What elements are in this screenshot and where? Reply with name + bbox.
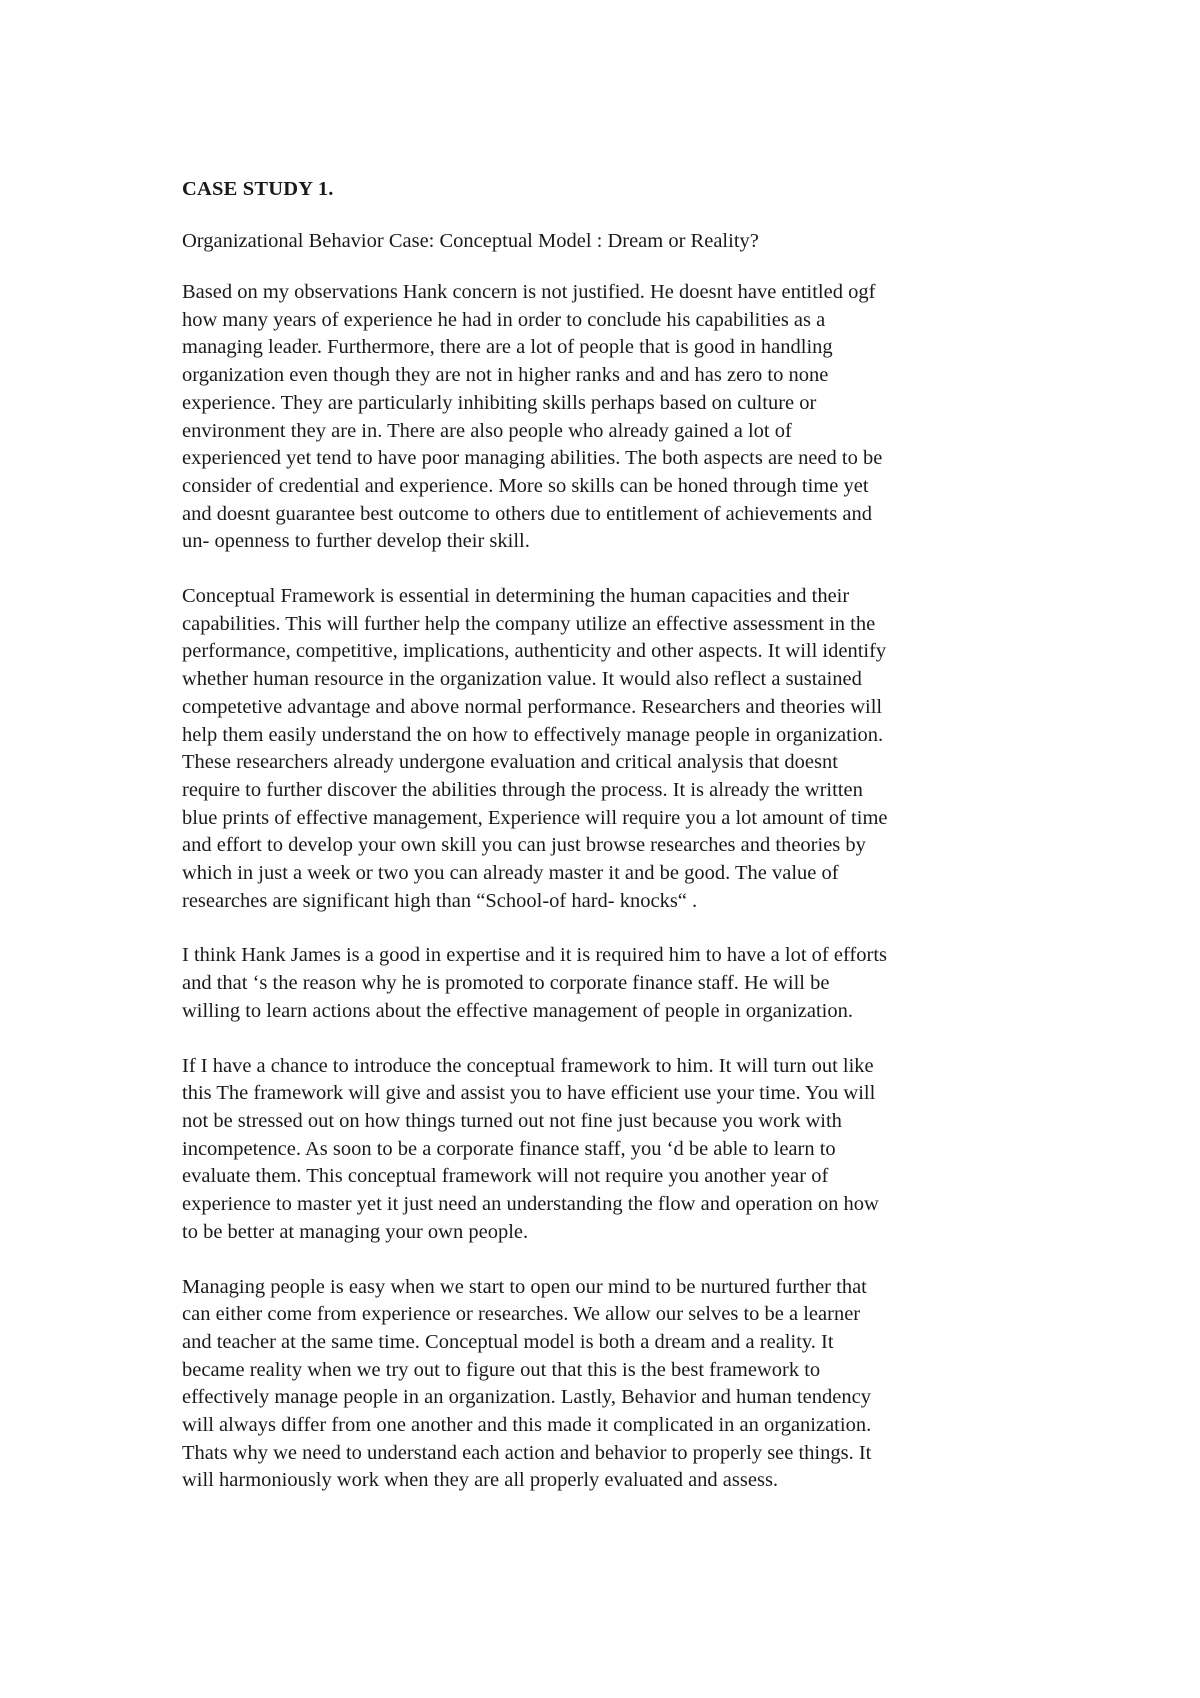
text-line: consider of credential and experience. More so skills can be honed through time yet — [182, 474, 869, 497]
text-line: blue prints of effective management, Experience will require you a lot amount of time — [182, 806, 888, 829]
text-line: Managing people is easy when we start to open our mind to be nurtured further that — [182, 1275, 867, 1298]
text-line: became reality when we try out to figure out that this is the best framework to — [182, 1358, 821, 1381]
paragraph-3 — [182, 942, 1042, 1025]
text-line: Conceptual Framework is essential in determining the human capacities and their — [182, 585, 850, 608]
text-line: and effort to develop your own skill you can just browse researches and theories by — [182, 834, 866, 857]
text-line: will harmoniously work when they are all properly evaluated and assess. — [182, 1469, 779, 1492]
text-line: incompetence. As soon to be a corporate finance staff, you ‘d be able to learn to — [182, 1137, 836, 1160]
paragraph-2 — [182, 583, 1042, 915]
text-line: organization even though they are not in higher ranks and and has zero to none — [182, 364, 829, 387]
text-line: how many years of experience he had in order to conclude his capabilities as a — [182, 308, 826, 331]
text-line: this The framework will give and assist you to have efficient use your time. You will — [182, 1082, 876, 1105]
text-line: competetive advantage and above normal performance. Researchers and theories will — [182, 695, 883, 718]
text-line: experience to master yet it just need an understanding the flow and operation on how — [182, 1193, 879, 1216]
text-line: effectively manage people in an organization. Lastly, Behavior and human tendency — [182, 1386, 871, 1409]
text-line: whether human resource in the organization value. It would also reflect a sustained — [182, 668, 862, 691]
document-subtitle: Organizational Behavior Case: Conceptual Model : Dream or Reality? — [182, 230, 759, 252]
text-line: environment they are in. There are also people who already gained a lot of — [182, 419, 792, 442]
paragraph-5 — [182, 1274, 1042, 1496]
text-line: which in just a week or two you can already master it and be good. The value of — [182, 862, 839, 885]
text-line: not be stressed out on how things turned out not fine just because you work with — [182, 1109, 842, 1132]
text-line: Based on my observations Hank concern is not justified. He doesnt have entitled ogf — [182, 281, 876, 303]
text-line: will always differ from one another and this made it complicated in an organization. — [182, 1414, 872, 1437]
document-body — [182, 175, 1042, 1522]
text-line: and teacher at the same time. Conceptual model is both a dream and a reality. It — [182, 1330, 834, 1353]
document-heading: CASE STUDY 1. — [182, 178, 334, 200]
text-line: require to further discover the abilities through the process. It is already the written — [182, 778, 863, 801]
text-line: If I have a chance to introduce the conceptual framework to him. It will turn out like — [182, 1054, 874, 1077]
paragraph-4 — [182, 1053, 1042, 1247]
text-line: managing leader. Furthermore, there are a lot of people that is good in handling — [182, 336, 833, 359]
text-line: can either come from experience or researches. We allow our selves to be a learner — [182, 1303, 861, 1326]
text-line: and that ‘s the reason why he is promoted to corporate finance staff. He will be — [182, 972, 830, 995]
text-line: capabilities. This will further help the company utilize an effective assessment in the — [182, 612, 876, 635]
text-line: Thats why we need to understand each action and behavior to properly see things. It — [182, 1441, 872, 1464]
text-line: researches are significant high than “School-of hard- knocks“ . — [182, 889, 698, 912]
text-line: performance, competitive, implications, authenticity and other aspects. It will identify — [182, 640, 887, 663]
text-line: to be better at managing your own people. — [182, 1220, 529, 1243]
text-line: These researchers already undergone evaluation and critical analysis that doesnt — [182, 751, 838, 774]
text-line: I think Hank James is a good in expertise and it is required him to have a lot of efforts — [182, 944, 887, 967]
text-line: willing to learn actions about the effective management of people in organization. — [182, 999, 853, 1022]
text-line: help them easily understand the on how to effectively manage people in organization. — [182, 723, 884, 746]
text-line: un- openness to further develop their skill. — [182, 530, 530, 553]
paragraph-1 — [182, 279, 1042, 556]
text-line: and doesnt guarantee best outcome to others due to entitlement of achievements and — [182, 502, 872, 525]
text-line: experience. They are particularly inhibiting skills perhaps based on culture or — [182, 391, 817, 414]
text-line: evaluate them. This conceptual framework will not require you another year of — [182, 1165, 829, 1188]
text-line: experienced yet tend to have poor managing abilities. The both aspects are need to be — [182, 447, 883, 470]
